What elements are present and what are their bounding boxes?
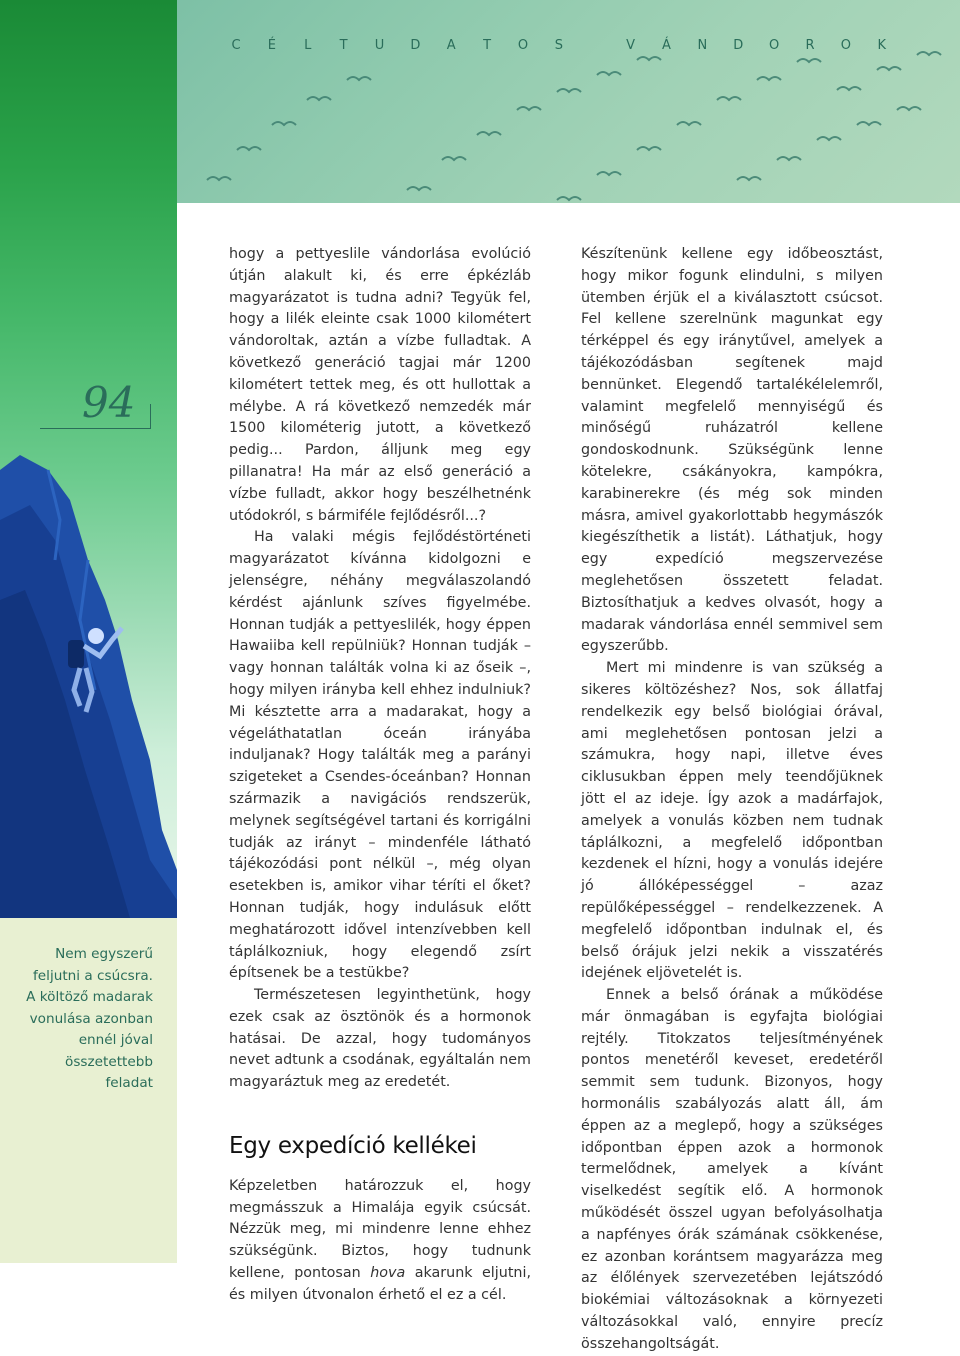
page-number: 94 bbox=[82, 378, 136, 427]
running-title-letter: R bbox=[805, 38, 815, 53]
birds-flight-banner bbox=[177, 0, 960, 203]
running-title-letter: O bbox=[517, 38, 529, 53]
running-title-letter bbox=[588, 38, 602, 53]
climber-photo bbox=[0, 0, 177, 918]
photo-caption: Nem egyszerű feljutni a csúcsra. A költöző madarak vonulása azonban ennél jóval összetettebb feladat bbox=[26, 946, 153, 1091]
running-title-letter: N bbox=[697, 38, 708, 53]
paragraph: hogy a pettyeslile vándorlása evolúció útján alakult ki, és erre épkézláb magyarázatot is tudna adni? Tegyük fel, hogy a lilék eleinte csak 1000 kilométert vándoroltak, aztán a vízbe fulladtak. A következő generáció tagjai már 1200 kilométert tettek meg, és ott hullottak a mélybe. A rá következő nemzedék már 1500 kilométerig jutott, a következő pedig... Pardon, álljunk meg egy pillanatra! Ha már az első generáció a vízbe fulladt, akkor hogy beszélhetnénk utódokról, s bármiféle fejlődésről...? bbox=[229, 246, 531, 524]
section-heading: Egy expedíció kellékei bbox=[229, 1133, 477, 1160]
paragraph: Ha valaki mégis fejlődéstörténeti magyarázatot kívánna kidolgozni e jelenségre, néhány megválaszolandó kérdést ajánlunk szíves figyelmébe. Honnan tudják a pettyeslilék, hogy éppen Hawaiiba kell repülniük? Honnan tudják – vagy honnan találták volna ki az őseik –, hogy milyen irányba kell ehhez indulniuk? Mi késztette arra a madarakat, hogy a végeláthatatlan óceán irányába induljanak? Hogy találták meg a parányi szigeteket a Csendes-óceánban? Honnan származik a navigációs rendszerük, melynek segítségével tartani és korrigálni tudják az irányt – mindenféle látható tájékozódási pont nélkül –, még olyan esetekben is, amikor vihar téríti el őket? Honnan tudják, hogy indulásuk előtt meghatározott idővel intenzívebben kell táplálkozniuk, hogy elegendő zsírt építsenek be a testükbe? bbox=[229, 529, 531, 982]
emphasis-text: hova bbox=[370, 1265, 406, 1282]
running-title-letter: L bbox=[304, 38, 312, 53]
running-title-letter: É bbox=[267, 38, 276, 53]
page-number-rule bbox=[40, 428, 150, 429]
paragraph-text: Képzeletben határozzuk el, hogy megmásszuk a Himalája egyik csúcsát. Nézzük meg, mi mindenre lenne ehhez szükségünk. Biztos, hogy tudnunk kellene, pontosan bbox=[229, 1177, 531, 1282]
running-title-letter: O bbox=[769, 38, 780, 53]
running-title-letter: D bbox=[733, 38, 744, 53]
paragraph: Mert mi mindenre is van szükség a sikeres költözéshez? Nos, sok állatfaj rendelkezik egy belső biológiai órával, ami meglehetősen pontosan jelzi a számukra, hogy napi, illetve éves ciklusukban éppen mely teendőjüknek jött el az ideje. Így azok a madárfajok, amelyek a vonulás közben nem tudnak táplálkozni, a megfelelő időpontban kezdenek el hízni, hogy a vonulás idejére jó állóképességgel – azaz repülőképességgel – rendelkezzenek. A megfelelő időpontban indulnak el, és belső órájuk jelzi nekik a visszatérés idejének eljövetelét is. bbox=[581, 660, 883, 982]
running-title-letter: C bbox=[231, 38, 241, 53]
paragraph-text: akarunk eljutni, és milyen útvonalon érhető el ez a cél. bbox=[229, 1265, 531, 1303]
running-title-letter: K bbox=[877, 38, 887, 53]
running-title-letter: T bbox=[483, 38, 492, 53]
running-title-letter: S bbox=[554, 38, 563, 53]
running-title-letter: O bbox=[840, 38, 851, 53]
paragraph: Természetesen legyinthetünk, hogy ezek csak az ösztönök és a hormonok hatásai. De azzal, hogy tudományos nevet adtunk a csodának, egyáltalán nem magyaráztuk meg az eredetét. bbox=[229, 987, 531, 1091]
running-title-letter: T bbox=[339, 38, 348, 53]
paragraph: Ennek a belső órának a működése már önmagában is egyfajta biológiai rejtély. Titokzatos teljesítményének pontos menetéről keveset, eredetéről semmit sem tudunk. Bizonyos, hogy hormonális szabályozás alatt áll, ám éppen az a meglepő, hogy a szükséges időpontban éppen azok a hormonok termelődnek, amelyek a kívánt viselkedést segítik elő. A hormonok működését összel ugyan befolyásolhatja a napfényes órák számának csökkenése, ez azonban korántsem magyarázza meg az élőlények szervezetében lejátszódó biokémiai változásoknak a környezeti változásokkal való, ennyire precíz összehangoltságát. bbox=[581, 987, 883, 1352]
running-title-letter: D bbox=[410, 38, 421, 53]
paragraph: Készítenünk kellene egy időbeosztást, hogy mikor fogunk elindulni, s milyen ütemben érjük el a kiválasztott csúcsot. Fel kellene szerelnünk magunkat egy térképpel és egy iránytűvel, amelyek a tájékozódásban segítenek majd bennünket. Elegendő tartalékélelemről, valamint megfelelő mennyiségű és minőségű ruházatról kellene gondoskodnunk. Szükségünk lenne kötelekre, csákányokra, kampókra, karabinerekre (és még sok minden másra, amivel gyakorlottabb hegymászók kiegészíthetik a listát). Láthatjuk, hogy egy expedíció megszervezése meglehetősen összetett feladat. Biztosíthatjuk a kedves olvasót, hogy a madarak vándorlása ennél semmivel sem egyszerűbb. bbox=[581, 246, 883, 655]
running-title-letter: A bbox=[446, 38, 456, 53]
rock-face-illustration bbox=[0, 0, 177, 918]
text-column-right bbox=[581, 244, 883, 1356]
running-title-letter: Á bbox=[662, 38, 671, 53]
flock-illustration bbox=[177, 0, 960, 203]
running-title-letter: U bbox=[374, 38, 385, 53]
text-column-left bbox=[229, 244, 531, 1307]
running-title bbox=[229, 38, 889, 53]
page-number-rule-vertical bbox=[150, 404, 151, 429]
running-title-letter: V bbox=[626, 38, 636, 53]
paragraph bbox=[229, 1176, 531, 1307]
